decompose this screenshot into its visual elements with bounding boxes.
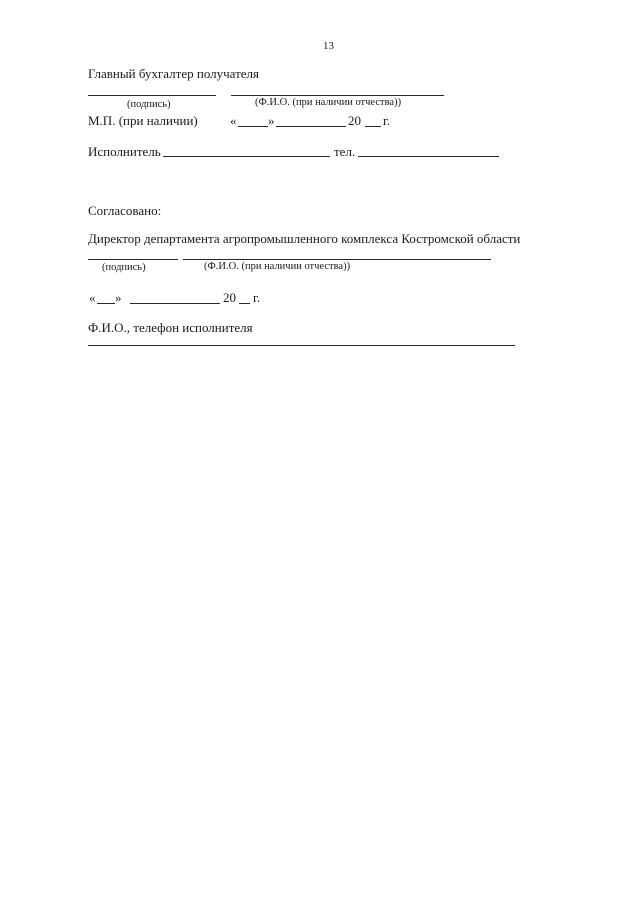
chief-accountant-name-line: [231, 95, 444, 96]
stamp-label: М.П. (при наличии): [88, 113, 198, 128]
director-signature-caption: (подпись): [102, 262, 146, 273]
executor-label: Исполнитель: [88, 144, 161, 159]
director-date-open-quote: «: [89, 290, 96, 305]
director-name-line: [183, 259, 491, 260]
executor-phone-line: [358, 156, 499, 157]
chief-accountant-date-year-line: [365, 126, 381, 127]
director-title: Директор департамента агропромышленного комплекса Костромской области: [88, 231, 521, 246]
contact-line: [88, 345, 515, 346]
page-number: 13: [323, 40, 334, 52]
chief-accountant-name-caption: (Ф.И.О. (при наличии отчества)): [255, 97, 402, 108]
director-date-close-quote: »: [115, 290, 122, 305]
chief-accountant-date-year-suffix: г.: [383, 113, 391, 128]
approval-heading: Согласовано:: [88, 203, 162, 218]
executor-name-line: [163, 156, 330, 157]
director-name-caption: (Ф.И.О. (при наличии отчества)): [204, 261, 351, 272]
director-date-year-line: [239, 303, 250, 304]
chief-accountant-date-month-line: [276, 126, 346, 127]
chief-accountant-date-open-quote: «: [230, 113, 237, 128]
director-date-day-line: [97, 303, 115, 304]
chief-accountant-heading: Главный бухгалтер получателя: [88, 66, 260, 81]
contact-label: Ф.И.О., телефон исполнителя: [88, 320, 253, 335]
director-date-month-line: [130, 303, 220, 304]
director-signature-line: [88, 259, 178, 260]
chief-accountant-date-year-prefix: 20: [348, 113, 361, 128]
chief-accountant-date-close-quote: »: [268, 113, 275, 128]
director-date-year-suffix: г.: [253, 290, 261, 305]
chief-accountant-signature-line: [88, 95, 216, 96]
chief-accountant-date-day-line: [238, 126, 268, 127]
director-date-year-prefix: 20: [223, 290, 236, 305]
chief-accountant-signature-caption: (подпись): [127, 99, 171, 110]
executor-phone-label: тел.: [334, 144, 356, 159]
